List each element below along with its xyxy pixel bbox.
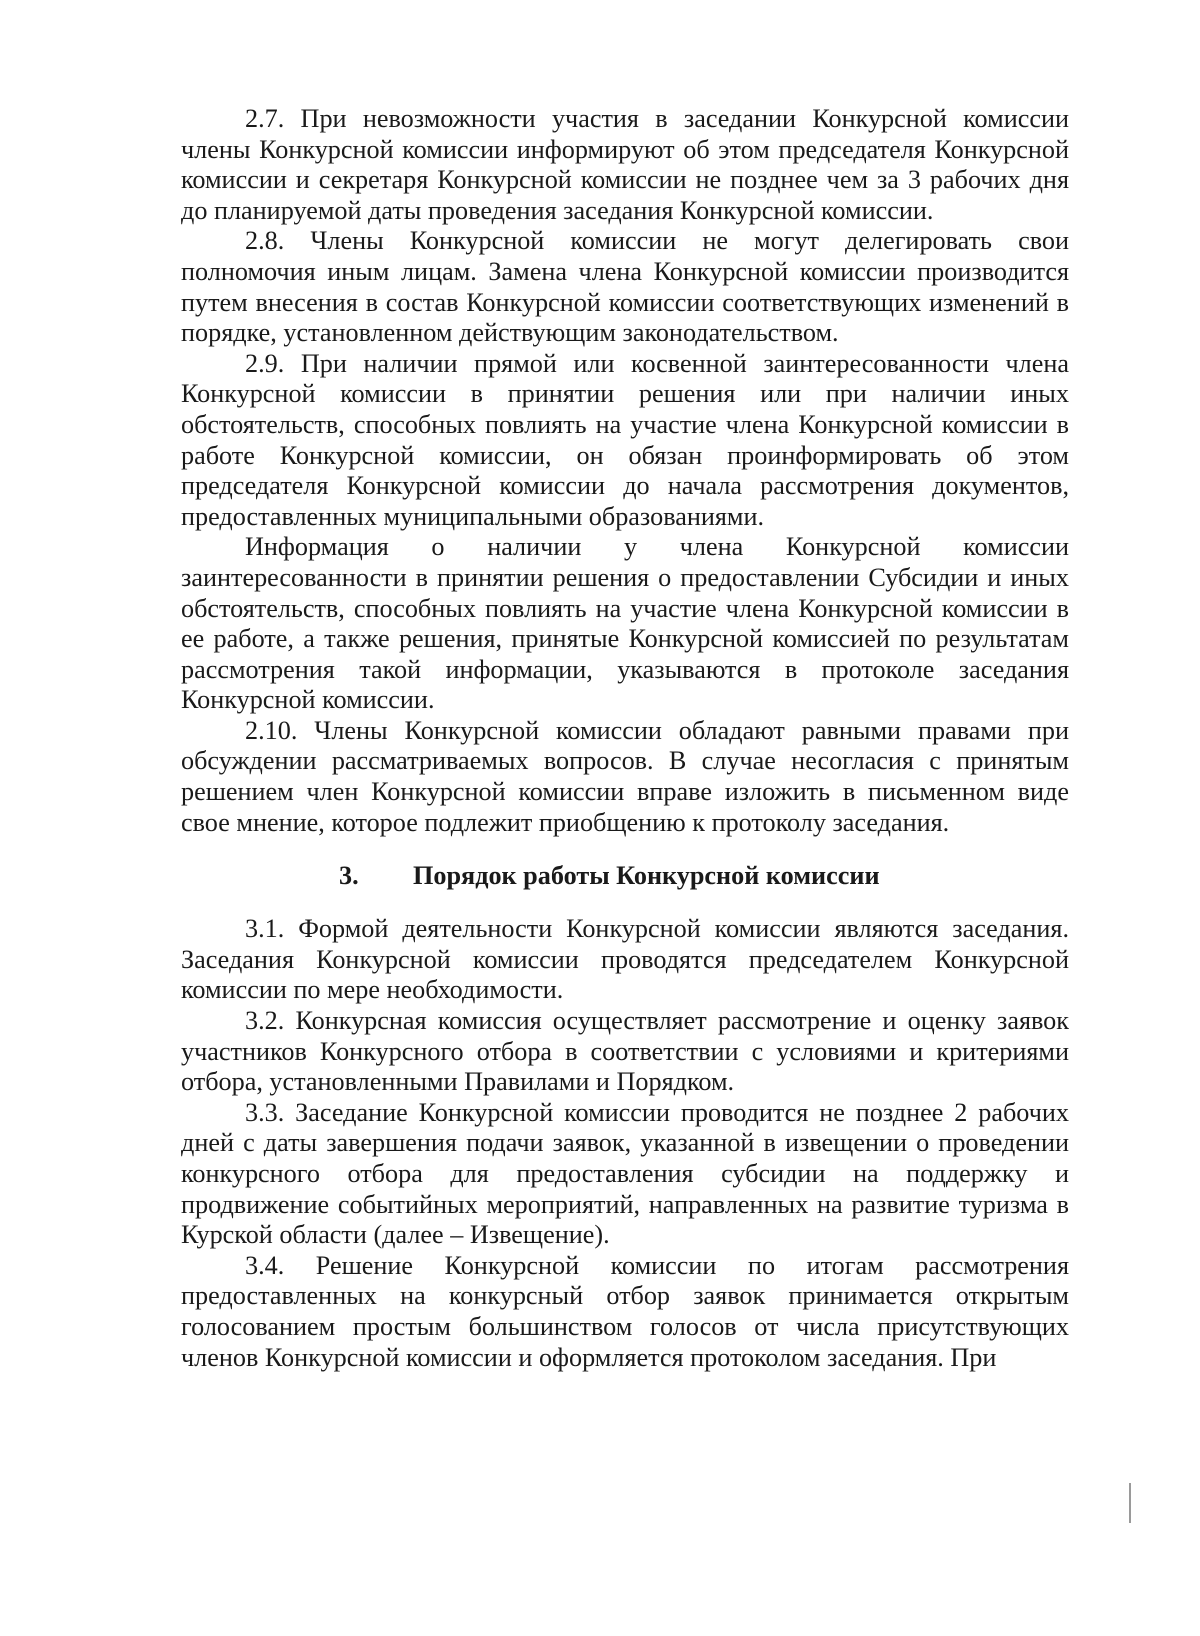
paragraph-2-10: 2.10. Члены Конкурсной комиссии обладают равными правами при обсуждении рассматриваемых вопросов. В случае несогласия с принятым решением член Конкурсной комиссии вправе изложить в письменном виде свое мнение, которое подлежит приобщению к протоколу заседания. [181,715,1069,837]
paragraph-2-9: 2.9. При наличии прямой или косвенной заинтересованности члена Конкурсной комиссии в принятии решения или при наличии иных обстоятельств, способных повлиять на участие члена Конкурсной комиссии в работе Конкурсной комиссии, он обязан проинформировать об этом председателя Конкурсной комиссии до начала рассмотрения документов, предоставленных муниципальными образованиями. [181,348,1069,531]
paragraph-2-7: 2.7. При невозможности участия в заседании Конкурсной комиссии члены Конкурсной комиссии информируют об этом председателя Конкурсной комиссии и секретаря Конкурсной комиссии не позднее чем за 3 рабочих дня до планируемой даты проведения заседания Конкурсной комиссии. [181,104,1069,225]
paragraph-3-1: 3.1. Формой деятельности Конкурсной комиссии являются заседания. Заседания Конкурсной комиссии проводятся председателем Конкурсной комиссии по мере необходимости. [181,914,1069,1005]
scan-artifact-line [1129,1483,1131,1523]
document-body [181,104,1069,1373]
section-title: Порядок работы Конкурсной комиссии [413,861,880,891]
paragraph-2-8: 2.8. Члены Конкурсной комиссии не могут делегировать свои полномочия иным лицам. Замена члена Конкурсной комиссии производится путем внесения в состав Конкурсной комиссии соответствующих изменений в порядке, установленном действующим законодательством. [181,226,1069,348]
paragraph-information: Информация о наличии у члена Конкурсной комиссии заинтересованности в принятии решения о предоставлении Субсидии и иных обстоятельств, способных повлиять на участие члена Конкурсной комиссии в ее работе, а также решения, принятые Конкурсной комиссией по результатам рассмотрения такой информации, указываются в протоколе заседания Конкурсной комиссии. [181,532,1069,715]
paragraph-3-3: 3.3. Заседание Конкурсной комиссии проводится не позднее 2 рабочих дней с даты завершения подачи заявок, указанной в извещении о проведении конкурсного отбора для предоставления субсидии на поддержку и продвижение событийных мероприятий, направленных на развитие туризма в Курской области (далее – Извещение). [181,1097,1069,1250]
paragraph-3-2: 3.2. Конкурсная комиссия осуществляет рассмотрение и оценку заявок участников Конкурсного отбора в соответствии с условиями и критериями отбора, установленными Правилами и Порядком. [181,1006,1069,1097]
paragraph-3-4: 3.4. Решение Конкурсной комиссии по итогам рассмотрения предоставленных на конкурсный отбор заявок принимается открытым голосованием простым большинством голосов от числа присутствующих членов Конкурсной комиссии и оформляется протоколом заседания. При [181,1250,1069,1372]
section-heading [181,861,1069,895]
section-number: 3. [339,861,359,891]
